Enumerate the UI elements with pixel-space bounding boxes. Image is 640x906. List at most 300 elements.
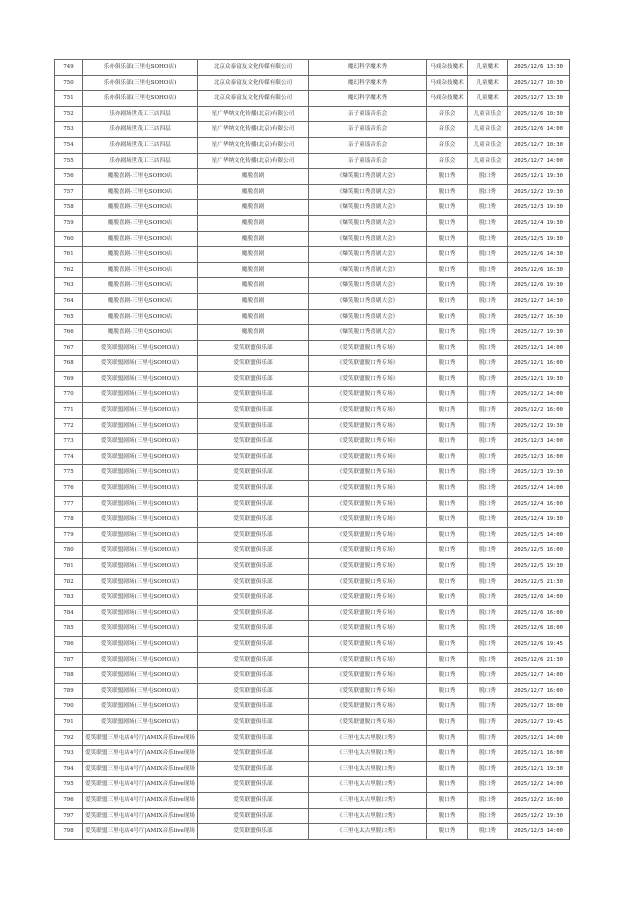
show-time-cell: 2025/12/7 14:30 [508,293,570,309]
show-type-cell: 脱口秀 [427,434,468,450]
show-title-cell: 《三里屯太古里脱口秀》 [309,777,427,793]
show-title-cell: 《爱笑联盟脱口秀专场》 [309,714,427,730]
venue-cell: 爱笑联盟剧场(三里屯SOHO店) [83,340,198,356]
table-row [55,496,570,512]
show-time-cell: 2025/12/7 14:00 [508,668,570,684]
table-row [55,824,570,840]
organizer-cell: 爱笑联盟俱乐部 [198,434,309,450]
row-number-cell: 772 [55,418,83,434]
organizer-cell: 爱笑联盟俱乐部 [198,543,309,559]
row-number-cell: 791 [55,714,83,730]
show-time-cell: 2025/12/6 16:30 [508,262,570,278]
organizer-cell: 爱笑联盟俱乐部 [198,730,309,746]
venue-cell: 魔脱喜剧-三里屯SOHO店 [83,169,198,185]
venue-cell: 爱笑联盟剧场(三里屯SOHO店) [83,512,198,528]
show-title-cell: 《爆笑脱口秀喜剧大会》 [309,215,427,231]
table-row [55,75,570,91]
show-type-cell: 马戏杂技魔术 [427,91,468,107]
row-number-cell: 770 [55,387,83,403]
show-time-cell: 2025/12/2 16:00 [508,403,570,419]
show-type-cell: 脱口秀 [427,777,468,793]
show-type-cell: 脱口秀 [427,746,468,762]
venue-cell: 乐亦剧场世茂工三店四层 [83,153,198,169]
row-number-cell: 779 [55,527,83,543]
organizer-cell: 爱笑联盟俱乐部 [198,512,309,528]
organizer-cell: 爱笑联盟俱乐部 [198,605,309,621]
organizer-cell: 爱笑联盟俱乐部 [198,714,309,730]
row-number-cell: 751 [55,91,83,107]
organizer-cell: 北京众泰富友文化传媒有限公司 [198,60,309,76]
show-title-cell: 亲子童谣音乐会 [309,153,427,169]
show-category-cell: 脱口秀 [468,808,508,824]
show-category-cell: 脱口秀 [468,824,508,840]
show-type-cell: 脱口秀 [427,356,468,372]
venue-cell: 乐亦剧场世茂工三店四层 [83,106,198,122]
show-time-cell: 2025/12/7 10:30 [508,137,570,153]
show-type-cell: 脱口秀 [427,574,468,590]
table-row [55,683,570,699]
show-title-cell: 《爱笑联盟脱口秀专场》 [309,387,427,403]
organizer-cell: 爱笑联盟俱乐部 [198,777,309,793]
organizer-cell: 爱笑联盟俱乐部 [198,621,309,637]
table-row [55,184,570,200]
show-title-cell: 《爱笑联盟脱口秀专场》 [309,356,427,372]
organizer-cell: 爱笑联盟俱乐部 [198,590,309,606]
row-number-cell: 752 [55,106,83,122]
show-type-cell: 脱口秀 [427,262,468,278]
show-title-cell: 《爱笑联盟脱口秀专场》 [309,543,427,559]
show-title-cell: 《爱笑联盟脱口秀专场》 [309,418,427,434]
show-type-cell: 音乐会 [427,106,468,122]
show-title-cell: 《三里屯太古里脱口秀》 [309,730,427,746]
show-category-cell: 脱口秀 [468,418,508,434]
show-category-cell: 脱口秀 [468,278,508,294]
show-title-cell: 《爱笑联盟脱口秀专场》 [309,699,427,715]
show-category-cell: 脱口秀 [468,777,508,793]
organizer-cell: 爱笑联盟俱乐部 [198,371,309,387]
show-category-cell: 儿童魔术 [468,60,508,76]
show-title-cell: 《爱笑联盟脱口秀专场》 [309,652,427,668]
show-title-cell: 亲子童谣音乐会 [309,106,427,122]
show-title-cell: 《爱笑联盟脱口秀专场》 [309,496,427,512]
show-type-cell: 脱口秀 [427,200,468,216]
show-category-cell: 脱口秀 [468,636,508,652]
show-type-cell: 脱口秀 [427,824,468,840]
show-title-cell: 《爆笑脱口秀喜剧大会》 [309,184,427,200]
row-number-cell: 755 [55,153,83,169]
row-number-cell: 776 [55,481,83,497]
row-number-cell: 753 [55,122,83,138]
table-row [55,325,570,341]
venue-cell: 爱笑联盟剧场(三里屯SOHO店) [83,668,198,684]
show-category-cell: 儿童魔术 [468,91,508,107]
show-time-cell: 2025/12/6 19:45 [508,636,570,652]
venue-cell: 爱笑联盟剧场(三里屯SOHO店) [83,652,198,668]
show-type-cell: 音乐会 [427,137,468,153]
venue-cell: 爱笑联盟剧场(三里屯SOHO店) [83,605,198,621]
row-number-cell: 792 [55,730,83,746]
show-title-cell: 《爱笑联盟脱口秀专场》 [309,481,427,497]
show-category-cell: 脱口秀 [468,792,508,808]
venue-cell: 魔脱喜剧-三里屯SOHO店 [83,184,198,200]
show-type-cell: 脱口秀 [427,543,468,559]
show-time-cell: 2025/12/2 14:00 [508,777,570,793]
table-row [55,808,570,824]
show-type-cell: 脱口秀 [427,668,468,684]
organizer-cell: 魔脱喜剧 [198,309,309,325]
venue-cell: 爱笑联盟剧场(三里屯SOHO店) [83,356,198,372]
table-row [55,356,570,372]
show-title-cell: 《爆笑脱口秀喜剧大会》 [309,231,427,247]
table-row [55,792,570,808]
venue-cell: 魔脱喜剧-三里屯SOHO店 [83,309,198,325]
show-type-cell: 脱口秀 [427,605,468,621]
show-category-cell: 脱口秀 [468,574,508,590]
show-time-cell: 2025/12/7 19:45 [508,714,570,730]
table-row [55,309,570,325]
show-type-cell: 脱口秀 [427,293,468,309]
show-title-cell: 《爱笑联盟脱口秀专场》 [309,605,427,621]
table-row [55,559,570,575]
row-number-cell: 763 [55,278,83,294]
show-type-cell: 脱口秀 [427,730,468,746]
show-title-cell: 《爱笑联盟脱口秀专场》 [309,527,427,543]
show-title-cell: 《爱笑联盟脱口秀专场》 [309,403,427,419]
show-category-cell: 脱口秀 [468,169,508,185]
venue-cell: 乐亦俱乐部(三里屯SOHO店) [83,75,198,91]
show-title-cell: 《爆笑脱口秀喜剧大会》 [309,293,427,309]
venue-cell: 魔脱喜剧-三里屯SOHO店 [83,247,198,263]
table-row [55,340,570,356]
venue-cell: 魔脱喜剧-三里屯SOHO店 [83,262,198,278]
table-row [55,699,570,715]
organizer-cell: 魔脱喜剧 [198,215,309,231]
show-title-cell: 魔幻科学魔术秀 [309,75,427,91]
row-number-cell: 771 [55,403,83,419]
show-category-cell: 脱口秀 [468,293,508,309]
show-title-cell: 《三里屯太古里脱口秀》 [309,761,427,777]
show-time-cell: 2025/12/7 13:30 [508,91,570,107]
show-category-cell: 儿童音乐会 [468,153,508,169]
venue-cell: 爱笑联盟剧场(三里屯SOHO店) [83,371,198,387]
show-title-cell: 《爆笑脱口秀喜剧大会》 [309,309,427,325]
show-title-cell: 《爱笑联盟脱口秀专场》 [309,621,427,637]
show-category-cell: 脱口秀 [468,605,508,621]
venue-cell: 乐亦俱乐部(三里屯SOHO店) [83,91,198,107]
table-row [55,543,570,559]
show-category-cell: 脱口秀 [468,403,508,419]
show-category-cell: 脱口秀 [468,714,508,730]
table-row [55,169,570,185]
organizer-cell: 爱笑联盟俱乐部 [198,699,309,715]
venue-cell: 爱笑联盟剧场(三里屯SOHO店) [83,387,198,403]
show-time-cell: 2025/12/6 14:00 [508,122,570,138]
organizer-cell: 爱笑联盟俱乐部 [198,496,309,512]
show-time-cell: 2025/12/5 19:30 [508,231,570,247]
venue-cell: 乐亦剧场世茂工三店四层 [83,122,198,138]
row-number-cell: 793 [55,746,83,762]
show-time-cell: 2025/12/6 13:30 [508,60,570,76]
venue-cell: 爱笑联盟剧场(三里屯SOHO店) [83,449,198,465]
venue-cell: 爱笑联盟剧场(三里屯SOHO店) [83,543,198,559]
show-category-cell: 脱口秀 [468,247,508,263]
show-category-cell: 脱口秀 [468,652,508,668]
organizer-cell: 爱笑联盟俱乐部 [198,652,309,668]
table-row [55,293,570,309]
venue-cell: 爱笑联盟三里屯店4号厅|AMIX音乐live现场 [83,730,198,746]
show-category-cell: 儿童音乐会 [468,137,508,153]
venue-cell: 爱笑联盟剧场(三里屯SOHO店) [83,527,198,543]
venue-cell: 爱笑联盟剧场(三里屯SOHO店) [83,559,198,575]
show-title-cell: 《爱笑联盟脱口秀专场》 [309,636,427,652]
organizer-cell: 爱笑联盟俱乐部 [198,792,309,808]
show-time-cell: 2025/12/5 21:30 [508,574,570,590]
table-row [55,746,570,762]
table-row [55,449,570,465]
venue-cell: 魔脱喜剧-三里屯SOHO店 [83,325,198,341]
organizer-cell: 魔脱喜剧 [198,293,309,309]
row-number-cell: 795 [55,777,83,793]
row-number-cell: 757 [55,184,83,200]
row-number-cell: 765 [55,309,83,325]
venue-cell: 魔脱喜剧-三里屯SOHO店 [83,293,198,309]
row-number-cell: 754 [55,137,83,153]
show-title-cell: 亲子童谣音乐会 [309,122,427,138]
row-number-cell: 750 [55,75,83,91]
table-row [55,262,570,278]
organizer-cell: 爱笑联盟俱乐部 [198,387,309,403]
venue-cell: 爱笑联盟剧场(三里屯SOHO店) [83,434,198,450]
show-time-cell: 2025/12/4 16:00 [508,496,570,512]
show-category-cell: 脱口秀 [468,387,508,403]
show-time-cell: 2025/12/1 19:30 [508,761,570,777]
show-title-cell: 《爱笑联盟脱口秀专场》 [309,434,427,450]
show-category-cell: 脱口秀 [468,543,508,559]
show-category-cell: 脱口秀 [468,465,508,481]
row-number-cell: 796 [55,792,83,808]
show-time-cell: 2025/12/1 14:00 [508,730,570,746]
show-type-cell: 脱口秀 [427,465,468,481]
row-number-cell: 798 [55,824,83,840]
table-row [55,403,570,419]
show-type-cell: 脱口秀 [427,184,468,200]
show-time-cell: 2025/12/2 19:30 [508,808,570,824]
organizer-cell: 爱笑联盟俱乐部 [198,340,309,356]
show-title-cell: 《爱笑联盟脱口秀专场》 [309,340,427,356]
show-category-cell: 脱口秀 [468,496,508,512]
row-number-cell: 786 [55,636,83,652]
show-time-cell: 2025/12/1 16:00 [508,356,570,372]
venue-cell: 爱笑联盟剧场(三里屯SOHO店) [83,621,198,637]
table-row [55,371,570,387]
show-time-cell: 2025/12/5 16:00 [508,543,570,559]
organizer-cell: 魔脱喜剧 [198,278,309,294]
show-category-cell: 脱口秀 [468,746,508,762]
show-category-cell: 脱口秀 [468,309,508,325]
venue-cell: 爱笑联盟三里屯店4号厅|AMIX音乐live现场 [83,761,198,777]
table-row [55,652,570,668]
show-category-cell: 脱口秀 [468,481,508,497]
show-title-cell: 《三里屯太古里脱口秀》 [309,808,427,824]
table-row [55,574,570,590]
show-title-cell: 《三里屯太古里脱口秀》 [309,792,427,808]
table-row [55,91,570,107]
row-number-cell: 758 [55,200,83,216]
row-number-cell: 760 [55,231,83,247]
table-row [55,418,570,434]
organizer-cell: 爱笑联盟俱乐部 [198,636,309,652]
show-category-cell: 脱口秀 [468,668,508,684]
table-row [55,668,570,684]
table-row [55,621,570,637]
show-time-cell: 2025/12/4 19:30 [508,512,570,528]
show-type-cell: 脱口秀 [427,590,468,606]
venue-cell: 爱笑联盟剧场(三里屯SOHO店) [83,403,198,419]
show-category-cell: 儿童魔术 [468,75,508,91]
row-number-cell: 784 [55,605,83,621]
show-type-cell: 脱口秀 [427,683,468,699]
row-number-cell: 789 [55,683,83,699]
show-category-cell: 脱口秀 [468,621,508,637]
organizer-cell: 爱笑联盟俱乐部 [198,824,309,840]
show-time-cell: 2025/12/4 14:00 [508,481,570,497]
show-type-cell: 脱口秀 [427,808,468,824]
organizer-cell: 爱笑联盟俱乐部 [198,574,309,590]
row-number-cell: 773 [55,434,83,450]
show-category-cell: 脱口秀 [468,683,508,699]
venue-cell: 魔脱喜剧-三里屯SOHO店 [83,278,198,294]
venue-cell: 爱笑联盟剧场(三里屯SOHO店) [83,699,198,715]
show-type-cell: 脱口秀 [427,636,468,652]
table-row [55,434,570,450]
table-row [55,777,570,793]
organizer-cell: 魔脱喜剧 [198,325,309,341]
show-type-cell: 马戏杂技魔术 [427,75,468,91]
show-time-cell: 2025/12/7 14:00 [508,153,570,169]
table-row [55,636,570,652]
show-title-cell: 《三里屯太古里脱口秀》 [309,746,427,762]
show-title-cell: 《爱笑联盟脱口秀专场》 [309,371,427,387]
show-time-cell: 2025/12/7 16:00 [508,683,570,699]
organizer-cell: 爱笑联盟俱乐部 [198,668,309,684]
show-type-cell: 脱口秀 [427,714,468,730]
show-time-cell: 2025/12/6 19:30 [508,278,570,294]
show-time-cell: 2025/12/6 14:30 [508,247,570,263]
performance-schedule-table [54,59,570,840]
show-title-cell: 《爆笑脱口秀喜剧大会》 [309,278,427,294]
venue-cell: 魔脱喜剧-三里屯SOHO店 [83,215,198,231]
show-type-cell: 脱口秀 [427,231,468,247]
venue-cell: 乐亦剧场世茂工三店四层 [83,137,198,153]
table-row [55,247,570,263]
show-category-cell: 脱口秀 [468,356,508,372]
show-time-cell: 2025/12/1 19:30 [508,371,570,387]
show-title-cell: 《爆笑脱口秀喜剧大会》 [309,262,427,278]
show-title-cell: 《爱笑联盟脱口秀专场》 [309,512,427,528]
organizer-cell: 爱笑联盟俱乐部 [198,808,309,824]
row-number-cell: 762 [55,262,83,278]
organizer-cell: 爱笑联盟俱乐部 [198,559,309,575]
venue-cell: 爱笑联盟剧场(三里屯SOHO店) [83,481,198,497]
table-row [55,153,570,169]
table-row [55,512,570,528]
row-number-cell: 766 [55,325,83,341]
show-time-cell: 2025/12/3 14:00 [508,434,570,450]
organizer-cell: 爱笑联盟俱乐部 [198,356,309,372]
show-category-cell: 脱口秀 [468,184,508,200]
venue-cell: 爱笑联盟剧场(三里屯SOHO店) [83,496,198,512]
row-number-cell: 787 [55,652,83,668]
show-category-cell: 脱口秀 [468,262,508,278]
row-number-cell: 759 [55,215,83,231]
show-category-cell: 脱口秀 [468,512,508,528]
row-number-cell: 790 [55,699,83,715]
organizer-cell: 爱笑联盟俱乐部 [198,761,309,777]
show-category-cell: 脱口秀 [468,730,508,746]
show-type-cell: 脱口秀 [427,309,468,325]
show-type-cell: 脱口秀 [427,527,468,543]
show-category-cell: 脱口秀 [468,761,508,777]
row-number-cell: 769 [55,371,83,387]
show-type-cell: 脱口秀 [427,699,468,715]
venue-cell: 爱笑联盟剧场(三里屯SOHO店) [83,590,198,606]
show-category-cell: 脱口秀 [468,699,508,715]
row-number-cell: 761 [55,247,83,263]
table-row [55,122,570,138]
show-type-cell: 脱口秀 [427,169,468,185]
organizer-cell: 星广华纳文化传播(北京)有限公司 [198,137,309,153]
show-category-cell: 脱口秀 [468,231,508,247]
venue-cell: 魔脱喜剧-三里屯SOHO店 [83,200,198,216]
venue-cell: 爱笑联盟三里屯店4号厅|AMIX音乐live现场 [83,777,198,793]
organizer-cell: 星广华纳文化传播(北京)有限公司 [198,153,309,169]
show-type-cell: 脱口秀 [427,449,468,465]
table-row [55,215,570,231]
show-title-cell: 《爱笑联盟脱口秀专场》 [309,559,427,575]
show-title-cell: 亲子童谣音乐会 [309,137,427,153]
row-number-cell: 778 [55,512,83,528]
show-category-cell: 脱口秀 [468,449,508,465]
show-type-cell: 脱口秀 [427,481,468,497]
table-row [55,730,570,746]
row-number-cell: 785 [55,621,83,637]
venue-cell: 爱笑联盟剧场(三里屯SOHO店) [83,636,198,652]
organizer-cell: 爱笑联盟俱乐部 [198,465,309,481]
row-number-cell: 749 [55,60,83,76]
show-type-cell: 脱口秀 [427,325,468,341]
table-row [55,714,570,730]
row-number-cell: 767 [55,340,83,356]
show-type-cell: 脱口秀 [427,559,468,575]
show-type-cell: 音乐会 [427,122,468,138]
show-time-cell: 2025/12/1 14:00 [508,340,570,356]
show-time-cell: 2025/12/7 16:30 [508,309,570,325]
venue-cell: 乐亦俱乐部(三里屯SOHO店) [83,60,198,76]
show-type-cell: 脱口秀 [427,792,468,808]
show-title-cell: 《三里屯太古里脱口秀》 [309,824,427,840]
row-number-cell: 756 [55,169,83,185]
organizer-cell: 爱笑联盟俱乐部 [198,527,309,543]
row-number-cell: 777 [55,496,83,512]
table-row [55,605,570,621]
table-row [55,590,570,606]
show-time-cell: 2025/12/2 19:30 [508,418,570,434]
venue-cell: 爱笑联盟剧场(三里屯SOHO店) [83,465,198,481]
row-number-cell: 774 [55,449,83,465]
show-category-cell: 儿童音乐会 [468,106,508,122]
show-type-cell: 脱口秀 [427,496,468,512]
row-number-cell: 775 [55,465,83,481]
